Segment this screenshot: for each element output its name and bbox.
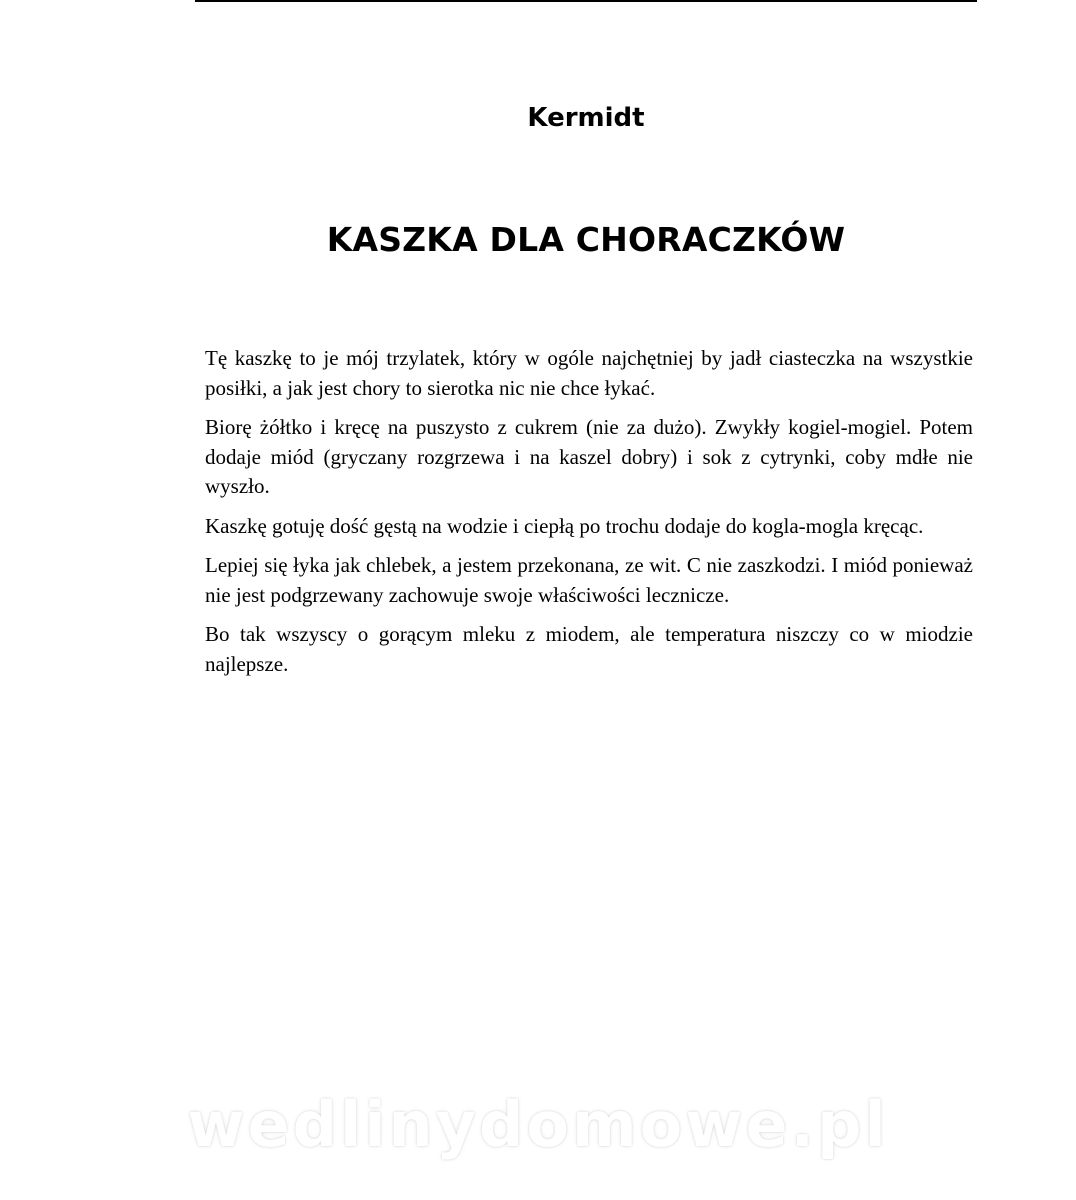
paragraph: Biorę żółtko i kręcę na puszysto z cukrem (nie za dużo). Zwykły kogiel-mogiel. Potem dodaje miód (gryczany rozgrzewa i na kaszel dobry) i sok z cytrynki, coby mdłe nie wyszło.: [205, 415, 973, 498]
paragraph: Bo tak wszyscy o gorącym mleku z miodem, ale temperatura niszczy co w miodzie najlepsze.: [205, 622, 973, 676]
article-body: [205, 344, 973, 689]
paragraph: Kaszkę gotuję dość gęstą na wodzie i ciepłą po trochu dodaje do kogla-mogla kręcąc.: [205, 513, 924, 538]
author-name: Kermidt: [527, 103, 645, 133]
paragraph: Tę kaszkę to je mój trzylatek, który w ogóle najchętniej by jadł ciasteczka na wszystkie posiłki, a jak jest chory to sierotka nic nie chce łykać.: [205, 346, 973, 400]
paragraph: Lepiej się łyka jak chlebek, a jestem przekonana, ze wit. C nie zaszkodzi. I miód ponieważ nie jest podgrzewany zachowuje swoje właściwości lecznicze.: [205, 553, 973, 607]
top-rule: [195, 0, 977, 2]
page-title: KASZKA DLA CHORACZKÓW: [326, 220, 846, 259]
watermark: wedlinydomowe.pl: [187, 1088, 889, 1161]
